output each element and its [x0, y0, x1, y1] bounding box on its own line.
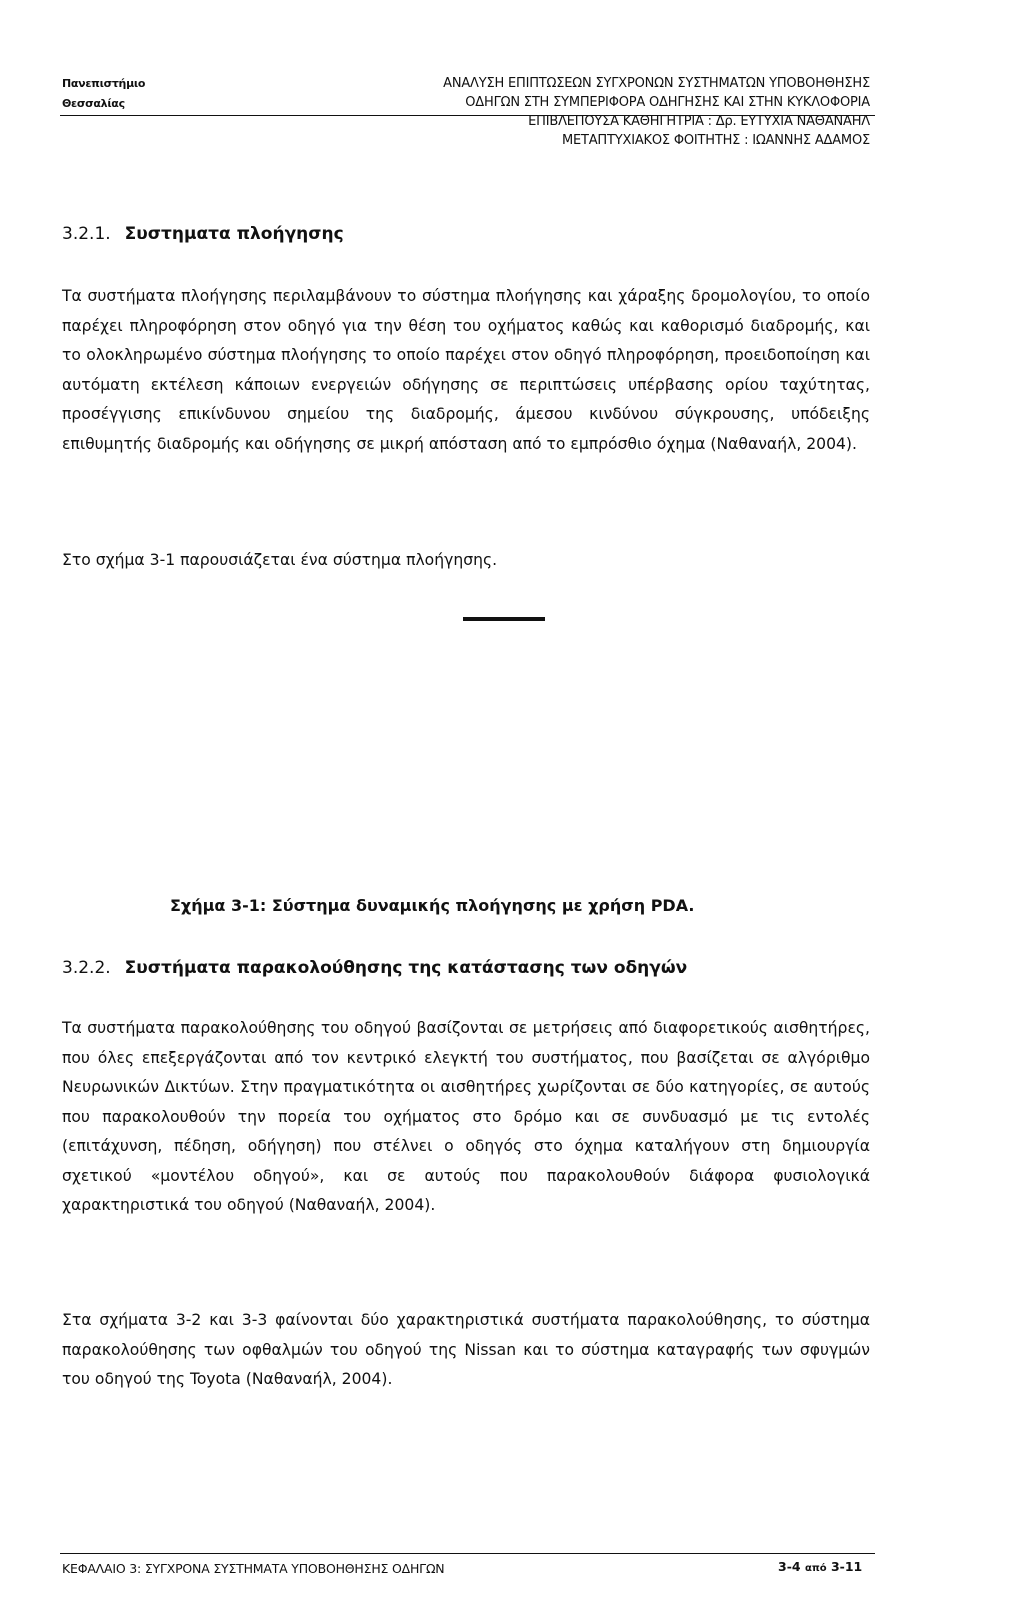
header-divider [60, 115, 875, 116]
figure-caption: Σχήμα 3-1: Σύστημα δυναμικής πλοήγησης με χρήση PDA. [170, 896, 695, 915]
footer-divider [60, 1553, 875, 1554]
paragraph-figure-reference: Στο σχήμα 3-1 παρουσιάζεται ένα σύστημα πλοήγησης. [62, 551, 498, 569]
supervisor-line: ΕΠΙΒΛΕΠΟΥΣΑ ΚΑΘΗΓΗΤΡΙΑ : Δρ. ΕΥΤΥΧΙΑ ΝΑΘΑΝΑΗΛ [528, 114, 870, 129]
section-heading-3-2-1 [62, 222, 344, 246]
section-title: Συστηματα πλοήγησης [124, 224, 344, 244]
university-name-line1: Πανεπιστήμιο [62, 77, 146, 90]
section-number: 3.2.1. [62, 224, 111, 244]
page-total: 3-11 [830, 1559, 863, 1574]
page-number [778, 1559, 862, 1574]
page-of: από [804, 1563, 827, 1574]
section-title: Συστήματα παρακολούθησης της κατάστασης των οδηγών [124, 958, 688, 978]
section-number: 3.2.2. [62, 958, 111, 978]
thesis-header [270, 74, 870, 150]
university-name-line2: Θεσσαλίας [62, 97, 125, 110]
student-line: ΜΕΤΑΠΤΥΧΙΑΚΟΣ ΦΟΙΤΗΤΗΣ : ΙΩΑΝΝΗΣ ΑΔΑΜΟΣ [561, 133, 870, 148]
thesis-title-line1: ΑΝΑΛΥΣΗ ΕΠΙΠΤΩΣΕΩΝ ΣΥΓΧΡΟΝΩΝ ΣΥΣΤΗΜΑΤΩΝ ΥΠΟΒΟΗΘΗΣΗΣ [443, 76, 870, 91]
paragraph-driver-monitoring: Τα συστήματα παρακολούθησης του οδηγού βασίζονται σε μετρήσεις από διαφορετικούς αισθητήρες, που όλες επεξεργάζονται από τον κεντρικό ελεγκτή του συστήματος, που βασίζεται σε αλγόριθμο Νευρωνικών Δικτύων. Στην πραγματικότητα οι αισθητήρες χωρίζονται σε δύο κατηγορίες, σε αυτούς που παρακολουθούν την πορεία του οχήματος στο δρόμο και σε συνδυασμό με τις εντολές (επιτάχυνση, πέδηση, οδήγηση) που στέλνει ο οδηγός στο όχημα καταλήγουν στη δημιουργία σχετικού «μοντέλου οδηγού», και σε αυτούς που παρακολουθούν διάφορα φυσιολογικά χαρακτηριστικά του οδηγού (Ναθαναήλ, 2004). [62, 1019, 870, 1214]
paragraph-navigation-systems: Τα συστήματα πλοήγησης περιλαμβάνουν το σύστημα πλοήγησης και χάραξης δρομολογίου, το οποίο παρέχει πληροφόρηση στον οδηγό για την θέση του οχήματος καθώς και καθορισμό διαδρομής, και το ολοκληρωμένο σύστημα πλοήγησης το οποίο παρέχει στον οδηγό πληροφόρηση, προειδοποίηση και αυτόματη εκτέλεση κάποιων ενεργειών οδήγησης σε περιπτώσεις υπέρβασης ορίου ταχύτητας, προσέγγισης επικίνδυνου σημείου της διαδρομής, άμεσου κινδύνου σύγκρουσης, υπόδειξης επιθυμητής διαδρομής και οδήγησης σε μικρή απόσταση από το εμπρόσθιο όχημα (Ναθαναήλ, 2004). [62, 287, 870, 453]
page-current: 3-4 [778, 1559, 801, 1574]
thesis-title-line2: ΟΔΗΓΩΝ ΣΤΗ ΣΥΜΠΕΡΙΦΟΡΑ ΟΔΗΓΗΣΗΣ ΚΑΙ ΣΤΗΝ ΚΥΚΛΟΦΟΡΙΑ [465, 95, 870, 110]
footer-chapter: ΚΕΦΑΛΑΙΟ 3: ΣΥΓΧΡΟΝΑ ΣΥΣΤΗΜΑΤΑ ΥΠΟΒΟΗΘΗΣΗΣ ΟΔΗΓΩΝ [62, 1561, 445, 1576]
university-name [62, 74, 145, 114]
figure-3-1-image [463, 617, 545, 621]
paragraph-monitoring-examples: Στα σχήματα 3-2 και 3-3 φαίνονται δύο χαρακτηριστικά συστήματα παρακολούθησης, το σύστημα παρακολούθησης των οφθαλμών του οδηγού της Nissan και το σύστημα καταγραφής των σφυγμών του οδηγού της Toyota (Ναθαναήλ, 2004). [62, 1311, 870, 1388]
section-heading-3-2-2 [62, 956, 687, 980]
